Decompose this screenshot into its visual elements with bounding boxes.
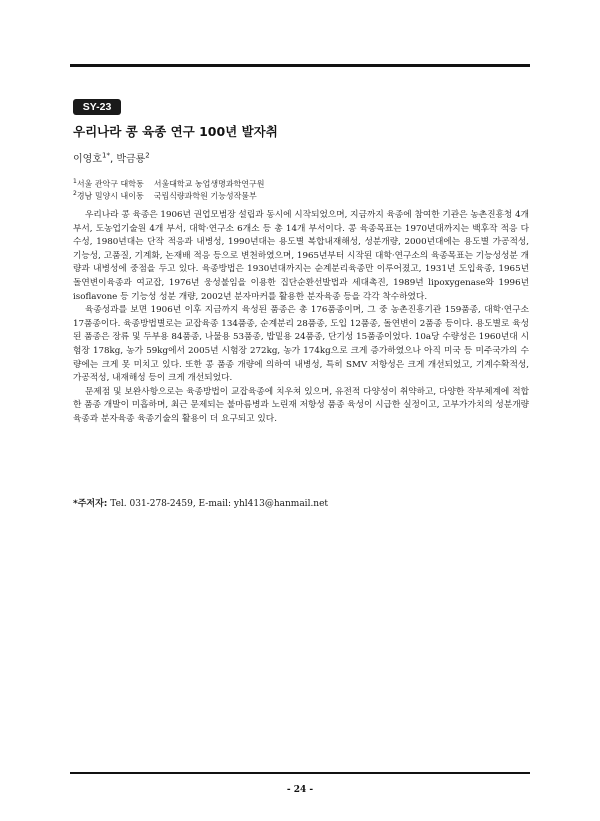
affiliation-number: 2 bbox=[73, 190, 77, 197]
author-line bbox=[73, 150, 150, 165]
author-superscript: 2 bbox=[145, 151, 150, 160]
affiliation-location: 경남 밀양시 내이동 bbox=[76, 191, 144, 201]
corresponding-author-label: *주저자: bbox=[73, 499, 108, 509]
abstract-paragraph: 문제점 및 보완사항으로는 육종방법이 교잡육종에 치우쳐 있으며, 유전적 다양성이 취약하고, 다양한 작부체계에 적합한 품종 개발이 미흡하며, 최근 문제되는 불마름병과 노린재 저항성 품종 육성이 시급한 실정이고, 고부가가치의 성분개량육종과 분자육종 육종기술의 활용이 더 요구되고 있다. bbox=[73, 386, 529, 424]
corresponding-author bbox=[73, 496, 328, 509]
abstract-body bbox=[73, 209, 529, 427]
author-superscript: 1* bbox=[101, 151, 110, 160]
affiliation-location: 서울 관악구 대학동 bbox=[76, 179, 144, 189]
affiliation-line bbox=[73, 178, 264, 190]
affiliation-number: 1 bbox=[73, 178, 77, 185]
affiliation-institution: 서울대학교 농업생명과학연구원 bbox=[153, 179, 265, 189]
author-name: 이영호 bbox=[73, 154, 102, 165]
top-rule bbox=[70, 64, 530, 67]
abstract-paragraph: 우리나라 콩 육종은 1906년 권업모범장 설립과 동시에 시작되었으며, 지금까지 육종에 참여한 기관은 농촌진흥청 4개 부서, 도농업기술원 4개 부서, 대학·연구소 6개소 등 총 14개 부서이다. 콩 육종목표는 1970년대까지는 백후작 적응 다수성, 1980년대는 단작 적응과 내병성, 1990년대는 용도별 복합내재해성, 성분개량, 2000년대에는 용도별 가공적성, 기능성, 고품질, 기계화, 논재배 적응 등으로 변천하였으며, 1965년부터 시작된 대학·연구소의 육종목표는 기능성성분 개량과 내병성에 중점을 두고 있다. 육종방법은 1930년대까지는 순계분리육종만 이루어졌고, 1931년 도입육종, 1965년 돌연변이육종과 여교잡, 1976년 웅성불임을 이용한 집단순환선발법과 세대촉진, 1989년 lipoxygenase와 1996년 isoflavone 등 기능성 성분 개량, 2002년 분자마커를 활용한 분자육종 등을 각각 착수하였다. bbox=[73, 210, 529, 302]
session-badge: SY-23 bbox=[73, 99, 121, 115]
corresponding-author-contact: Tel. 031-278-2459, E-mail: yhl413@hanmail.net bbox=[110, 499, 329, 509]
author-name: 박금룡 bbox=[116, 154, 146, 165]
bottom-rule bbox=[70, 772, 530, 774]
affiliation-institution: 국립식량과학원 기능성작물부 bbox=[153, 191, 257, 201]
page-number: - 24 - bbox=[286, 785, 314, 795]
affiliation-line bbox=[73, 190, 257, 202]
abstract-paragraph: 육종성과를 보면 1906년 이후 지금까지 육성된 품종은 총 176품종이며, 그 중 농촌진흥기관 159품종, 대학·연구소 17품종이다. 육종방법별로는 교잡육종 134품종, 순계분리 28품종, 도입 12품종, 돌연변이 2품종 등이다. 용도별로 육성된 품종은 장류 및 두부용 84품종, 나물용 53품종, 밥밑용 24품종, 단기성 15품종이었다. 10a당 수량성은 1960년대 시험장 178kg, 농가 59kg에서 2005년 시험장 272kg, 농가 174kg으로 크게 증가하였으나 아직 미국 등 미주국가의 수량에는 크게 못 미치고 있다. 또한 콩 품종 개량에 의하여 내병성, 특히 SMV 저항성은 크게 개선되었고, 기계수확적성, 가공적성, 내재해성 등이 크게 개선되었다. bbox=[73, 305, 529, 384]
paper-title: 우리나라 콩 육종 연구 100년 발자취 bbox=[73, 124, 278, 139]
author-separator: , bbox=[109, 154, 117, 165]
